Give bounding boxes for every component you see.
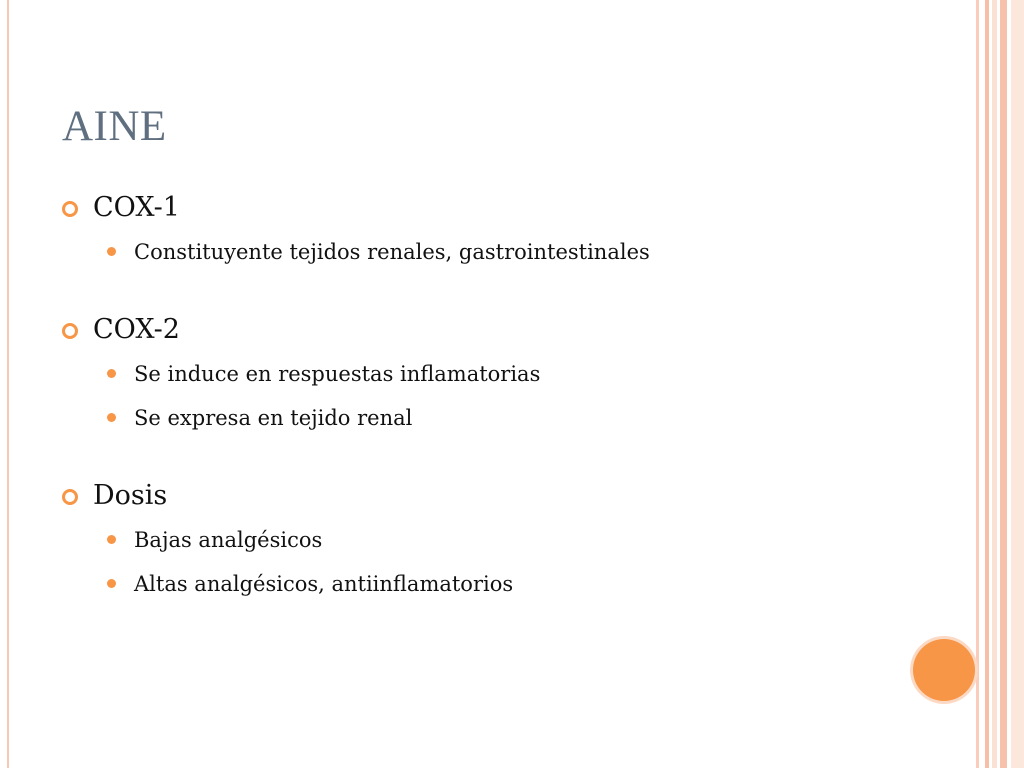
decorative-circle — [913, 639, 975, 701]
dot-bullet-icon — [107, 247, 116, 256]
level2-text: Constituyente tejidos renales, gastrointestinales — [134, 240, 650, 264]
ring-bullet-icon — [62, 201, 78, 217]
level1-text: Dosis — [93, 480, 168, 511]
dot-bullet-icon — [107, 579, 116, 588]
left-border — [7, 0, 9, 768]
level1-item — [62, 186, 942, 230]
section-cox1 — [62, 186, 942, 274]
dot-bullet-icon — [107, 535, 116, 544]
dot-bullet-icon — [107, 413, 116, 422]
border-stripe — [992, 0, 997, 768]
level2-text: Bajas analgésicos — [134, 528, 323, 552]
level2-text: Se expresa en tejido renal — [134, 406, 413, 430]
slide-body — [62, 186, 942, 640]
level2-item — [62, 352, 942, 396]
level2-text: Altas analgésicos, antiinflamatorios — [134, 572, 514, 596]
level2-item — [62, 396, 942, 440]
level1-item — [62, 308, 942, 352]
level1-text: COX-2 — [93, 314, 180, 345]
border-stripe — [985, 0, 989, 768]
dot-bullet-icon — [107, 369, 116, 378]
slide-title: AINE — [62, 103, 167, 150]
level2-item — [62, 562, 942, 606]
section-dosis — [62, 474, 942, 606]
right-border-stripes — [976, 0, 1024, 768]
ring-bullet-icon — [62, 489, 78, 505]
level1-item — [62, 474, 942, 518]
level1-text: COX-1 — [93, 192, 180, 223]
border-stripe — [1011, 0, 1024, 768]
level2-item — [62, 230, 942, 274]
level2-item — [62, 518, 942, 562]
level2-text: Se induce en respuestas inflamatorias — [134, 362, 541, 386]
section-cox2 — [62, 308, 942, 440]
border-stripe — [1000, 0, 1007, 768]
ring-bullet-icon — [62, 323, 78, 339]
border-stripe — [976, 0, 979, 768]
